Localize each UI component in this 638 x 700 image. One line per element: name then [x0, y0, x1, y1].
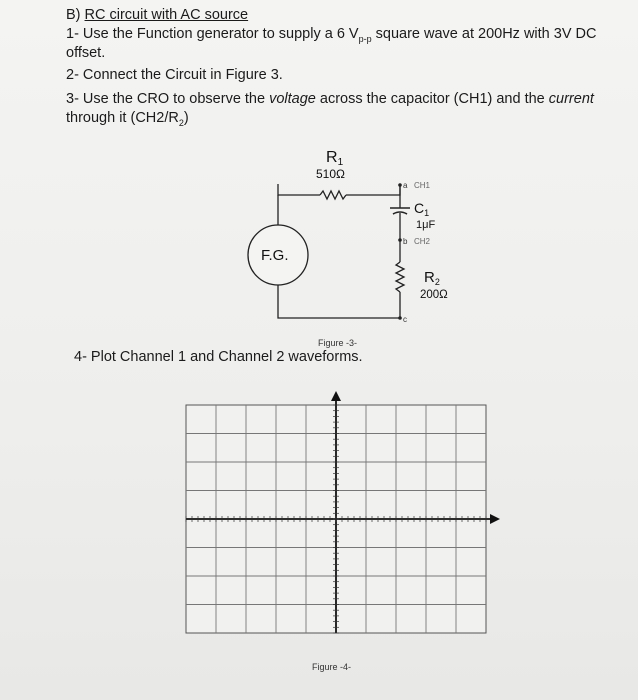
step-3-current: current [548, 91, 594, 107]
heading-text: RC circuit with AC source [84, 7, 249, 23]
step-1-text-a: 1- Use the Function generator to supply a 6 V [66, 26, 359, 42]
node-a-dot [398, 183, 402, 187]
wire-left-bottom [278, 274, 400, 318]
step-3-text-c: through it (CH2/R [66, 110, 179, 126]
ch2-label: CH2 [414, 237, 431, 246]
step-1-text-b: square wave at 200Hz with 3V DC [371, 26, 597, 42]
step-3-text-a: 3- Use the CRO to observe the [66, 91, 270, 107]
node-c-dot [398, 316, 402, 320]
step-3-voltage: voltage [269, 91, 316, 107]
figure-4-caption: Figure -4- [312, 662, 352, 672]
r2-value: 200Ω [420, 289, 448, 301]
node-b-label: b [403, 237, 408, 246]
r1-resistor [320, 191, 346, 199]
c1-label: $C_1$ [414, 200, 430, 218]
step-1-subscript: p-p [358, 33, 372, 44]
step-2-text: 2- Connect the Circuit in Figure 3. [66, 67, 283, 83]
c1-value: 1μF [416, 219, 436, 231]
r1-value: 510Ω [316, 167, 345, 181]
node-c-label: c [403, 315, 407, 324]
heading-prefix: B) [66, 7, 85, 23]
plot-grid [178, 387, 508, 652]
step-4 [74, 348, 363, 366]
step-3-subscript: 2 [178, 117, 184, 128]
r1-label: R1 [326, 149, 344, 168]
figure-3-caption: Figure -3- [318, 338, 358, 348]
y-axis-arrowhead [331, 391, 341, 401]
wire-top-right [346, 185, 400, 195]
wire-top-left [278, 184, 320, 195]
node-b-dot [398, 238, 402, 242]
r2-resistor [396, 262, 404, 292]
step-3-text-b: across the capacitor (CH1) and the [315, 91, 549, 107]
step-1-text-c: offset. [66, 45, 106, 61]
step-3-text-d: ) [183, 110, 189, 126]
r2-label: $R_2$ [424, 269, 440, 287]
fg-label: F.G. [261, 247, 289, 264]
x-axis-arrowhead [490, 514, 500, 524]
step-4-text: 4- Plot Channel 1 and Channel 2 waveforms. [74, 349, 363, 365]
circuit-diagram [0, 0, 638, 340]
node-a-label: a [403, 181, 408, 190]
ch1-label: CH1 [414, 181, 431, 190]
